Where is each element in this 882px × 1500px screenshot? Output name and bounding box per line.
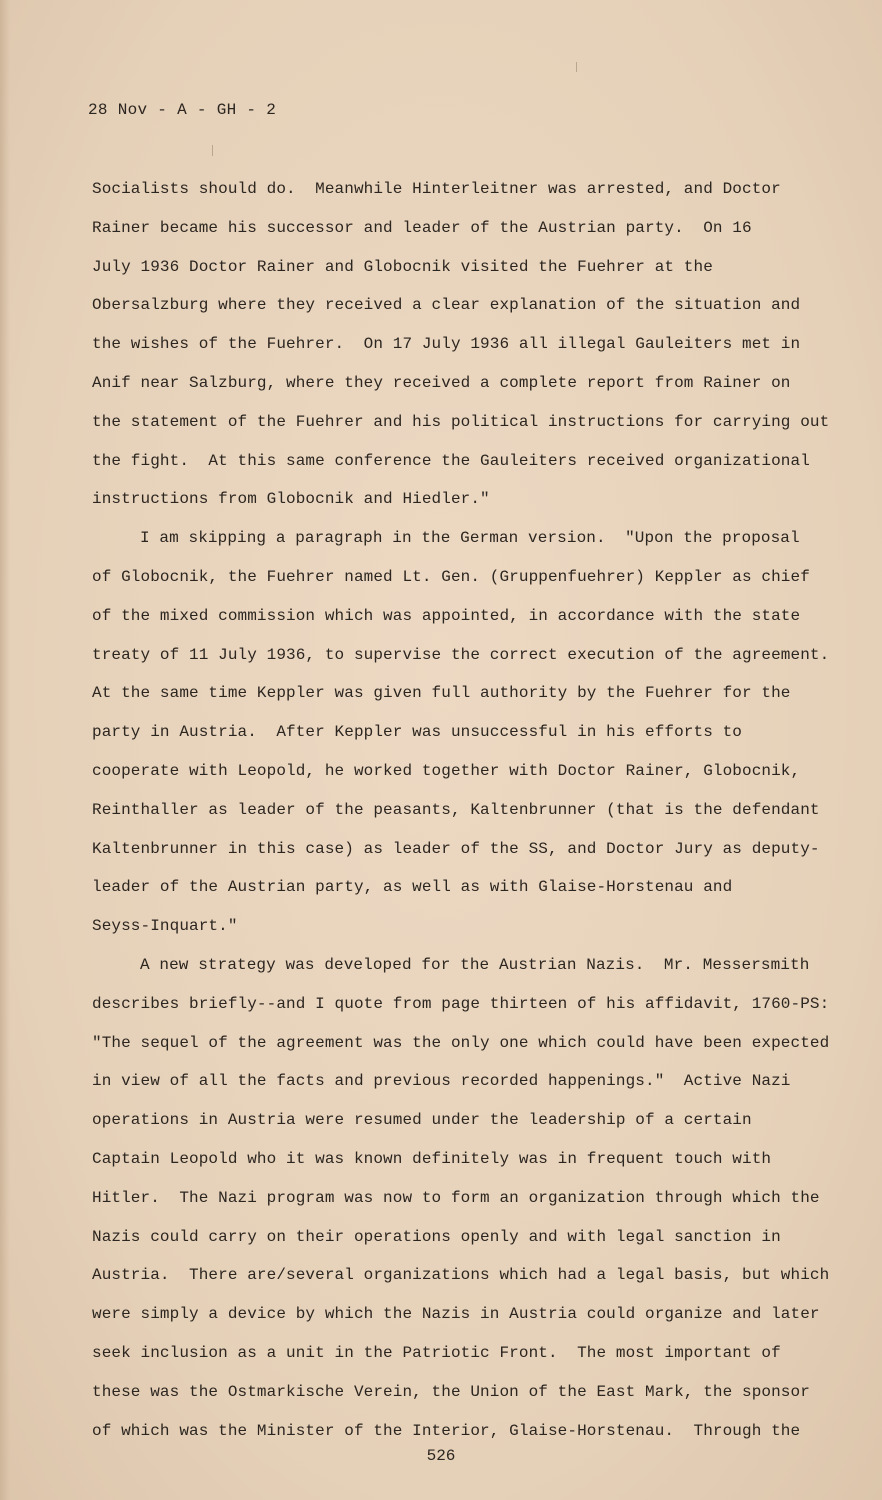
text-line: instructions from Globocnik and Hiedler." bbox=[92, 490, 490, 509]
text-line: Anif near Salzburg, where they received a complete report from Rainer on bbox=[92, 373, 791, 392]
text-line: Austria. There are/several organizations which had a legal basis, but which bbox=[92, 1266, 830, 1285]
paper-mark bbox=[212, 145, 213, 156]
text-line: Obersalzburg where they received a clear explanation of the situation and bbox=[92, 296, 801, 315]
text-line: Captain Leopold who it was known definitely was in frequent touch with bbox=[92, 1149, 772, 1168]
text-line: in view of all the facts and previous recorded happenings." Active Nazi bbox=[92, 1072, 791, 1091]
text-line: of Globocnik, the Fuehrer named Lt. Gen. (Gruppenfuehrer) Keppler as chief bbox=[92, 567, 810, 586]
page-number: 526 bbox=[426, 1447, 456, 1465]
text-line: treaty of 11 July 1936, to supervise the correct execution of the agreement. bbox=[92, 645, 830, 664]
text-line: operations in Austria were resumed under the leadership of a certain bbox=[92, 1111, 752, 1130]
text-line: the wishes of the Fuehrer. On 17 July 1936 all illegal Gauleiters met in bbox=[92, 335, 801, 354]
text-line: cooperate with Leopold, he worked together with Doctor Rainer, Globocnik, bbox=[92, 761, 801, 780]
text-line: July 1936 Doctor Rainer and Globocnik visited the Fuehrer at the bbox=[92, 257, 713, 276]
paper-mark bbox=[576, 62, 577, 72]
text-line: Rainer became his successor and leader of the Austrian party. On 16 bbox=[92, 218, 752, 237]
transcript-body bbox=[92, 170, 832, 1450]
page-edge-shadow bbox=[0, 0, 10, 1500]
text-line: these was the Ostmarkische Verein, the Union of the East Mark, the sponsor bbox=[92, 1382, 810, 1401]
text-line: of which was the Minister of the Interior, Glaise-Horstenau. Through the bbox=[92, 1421, 801, 1440]
text-line: leader of the Austrian party, as well as with Glaise-Horstenau and bbox=[92, 878, 733, 897]
text-line: the fight. At this same conference the Gauleiters received organizational bbox=[92, 451, 810, 470]
text-line: Hitler. The Nazi program was now to form an organization through which the bbox=[92, 1188, 820, 1207]
text-line: were simply a device by which the Nazis in Austria could organize and later bbox=[92, 1305, 820, 1324]
text-line: Socialists should do. Meanwhile Hinterleitner was arrested, and Doctor bbox=[92, 180, 781, 198]
page-header-reference: 28 Nov - A - GH - 2 bbox=[88, 101, 277, 119]
text-line: of the mixed commission which was appointed, in accordance with the state bbox=[92, 606, 801, 625]
paragraph-start-line: A new strategy was developed for the Austrian Nazis. Mr. Messersmith bbox=[140, 955, 810, 974]
text-line: party in Austria. After Keppler was unsuccessful in his efforts to bbox=[92, 723, 743, 742]
text-line: seek inclusion as a unit in the Patriotic Front. The most important of bbox=[92, 1343, 781, 1362]
text-line: describes briefly--and I quote from page thirteen of his affidavit, 1760-PS: bbox=[92, 994, 830, 1013]
text-line: "The sequel of the agreement was the only one which could have been expected bbox=[92, 1033, 830, 1052]
text-line: Seyss-Inquart." bbox=[92, 917, 238, 936]
text-line: At the same time Keppler was given full authority by the Fuehrer for the bbox=[92, 684, 791, 703]
paragraph-start-line: I am skipping a paragraph in the German version. "Upon the proposal bbox=[140, 529, 800, 548]
text-line: Kaltenbrunner in this case) as leader of the SS, and Doctor Jury as deputy- bbox=[92, 839, 820, 858]
text-line: the statement of the Fuehrer and his political instructions for carrying out bbox=[92, 412, 830, 431]
text-line: Nazis could carry on their operations openly and with legal sanction in bbox=[92, 1227, 781, 1246]
text-line: Reinthaller as leader of the peasants, Kaltenbrunner (that is the defendant bbox=[92, 800, 820, 819]
